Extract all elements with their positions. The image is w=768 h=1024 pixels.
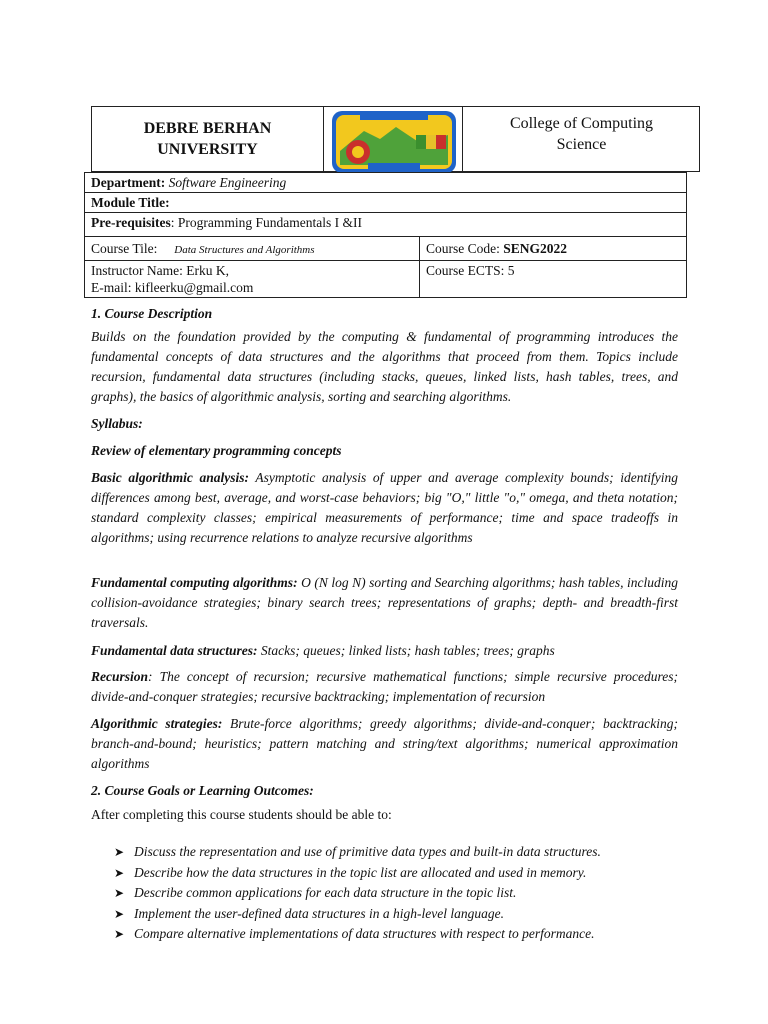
computing-algorithms-paragraph bbox=[91, 573, 678, 633]
review-heading: Review of elementary programming concepts bbox=[91, 443, 342, 458]
basic-analysis-label: Basic algorithmic analysis: bbox=[91, 470, 249, 485]
module-title-row bbox=[85, 193, 687, 213]
course-ects: Course ECTS: 5 bbox=[420, 261, 687, 298]
university-name-line1: DEBRE BERHAN bbox=[143, 120, 272, 137]
algorithmic-strategies-text: Brute-force algorithms; greedy algorithms; divide-and-conquer; backtracking; branch-and-bound; heuristics; pattern matching and string/text algorithms; numerical approximation algorithms bbox=[91, 716, 678, 771]
recursion-label: Recursion bbox=[91, 669, 149, 684]
course-title-label: Course Tile: bbox=[91, 241, 158, 256]
list-item: ➤ Compare alternative implementations of data structures with respect to performance. bbox=[112, 924, 712, 945]
header-box bbox=[91, 106, 700, 172]
prerequisites-row bbox=[85, 213, 687, 237]
computing-algorithms-label: Fundamental computing algorithms: bbox=[91, 575, 298, 590]
college-name-line2: Science bbox=[556, 136, 607, 153]
university-logo bbox=[324, 105, 464, 175]
learning-outcomes-list bbox=[112, 842, 712, 945]
instructor-name: Instructor Name: Erku K, bbox=[91, 263, 229, 278]
list-item: ➤ Implement the user-defined data structures in a high-level language. bbox=[112, 904, 712, 925]
instructor-row bbox=[85, 261, 687, 298]
department-label: Department: bbox=[91, 175, 166, 190]
list-item: ➤ Describe how the data structures in the topic list are allocated and used in memory. bbox=[112, 863, 712, 884]
algorithmic-strategies-paragraph bbox=[91, 714, 678, 774]
prereq-label: Pre-requisites bbox=[91, 215, 171, 230]
arrowhead-bullet-icon: ➤ bbox=[114, 886, 125, 900]
prereq-value: : Programming Fundamentals I &II bbox=[170, 215, 362, 230]
algorithmic-strategies-label: Algorithmic strategies: bbox=[91, 716, 223, 731]
department-value: Software Engineering bbox=[168, 175, 287, 190]
arrowhead-bullet-icon: ➤ bbox=[114, 906, 125, 921]
instructor-email: E-mail: kifleerku@gmail.com bbox=[91, 280, 254, 295]
university-name bbox=[92, 107, 324, 171]
course-description-heading: 1. Course Description bbox=[91, 306, 213, 321]
course-code-label: Course Code: bbox=[426, 241, 504, 256]
recursion-text: : The concept of recursion; recursive mathematical functions; simple recursive procedures; divide-and-conquer strategies; recursive backtracking; implementation of recursion bbox=[91, 669, 678, 704]
university-name-line2: UNIVERSITY bbox=[157, 141, 258, 158]
department-row bbox=[85, 173, 687, 193]
list-item: ➤ Describe common applications for each data structure in the topic list. bbox=[112, 883, 712, 904]
syllabus-heading: Syllabus: bbox=[91, 416, 143, 431]
data-structures-label: Fundamental data structures: bbox=[91, 643, 258, 658]
course-description-text: Builds on the foundation provided by the computing & fundamental of programming introduces the fundamental concepts of data structures and the algorithms that proceed from them. Topics include recursion, fundamental data structures (including stacks, queues, linked lists, hash tables, trees, and graphs), the basics of algorithmic analysis, sorting and searching algorithms. bbox=[91, 329, 678, 404]
course-info-table bbox=[84, 172, 687, 298]
data-structures-text: Stacks; queues; linked lists; hash tables; trees; graphs bbox=[257, 643, 555, 658]
course-title-value: Data Structures and Algorithms bbox=[174, 244, 315, 256]
course-code-value: SENG2022 bbox=[503, 241, 568, 256]
arrowhead-bullet-icon: ➤ bbox=[114, 865, 125, 880]
module-title-label: Module Title: bbox=[85, 193, 687, 213]
course-title-row bbox=[85, 237, 687, 261]
recursion-paragraph bbox=[91, 667, 678, 707]
college-name bbox=[462, 107, 700, 171]
arrowhead-bullet-icon: ➤ bbox=[114, 927, 125, 941]
list-item: ➤ Discuss the representation and use of primitive data types and built-in data structures. bbox=[112, 842, 712, 863]
computing-algorithms-text: O (N log N) sorting and Searching algorithms; hash tables, including collision-avoidance strategies; binary search trees; representations of graphs; depth- and breadth-first traversals. bbox=[91, 575, 678, 630]
data-structures-paragraph bbox=[91, 641, 678, 661]
learning-outcomes-heading: 2. Course Goals or Learning Outcomes: bbox=[91, 783, 314, 798]
basic-analysis-paragraph bbox=[91, 468, 678, 548]
arrowhead-bullet-icon: ➤ bbox=[114, 845, 125, 859]
learning-outcomes-intro: After completing this course students should be able to: bbox=[91, 807, 392, 822]
college-name-line1: College of Computing bbox=[509, 115, 654, 132]
basic-analysis-text: Asymptotic analysis of upper and average complexity bounds; identifying differences among best, average, and worst-case behaviors; big "O," little "o," omega, and theta notation; standard complexity classes; empirical measurements of performance; time and space tradeoffs in algorithms; using recurrence relations to analyze recursive algorithms bbox=[91, 470, 678, 545]
